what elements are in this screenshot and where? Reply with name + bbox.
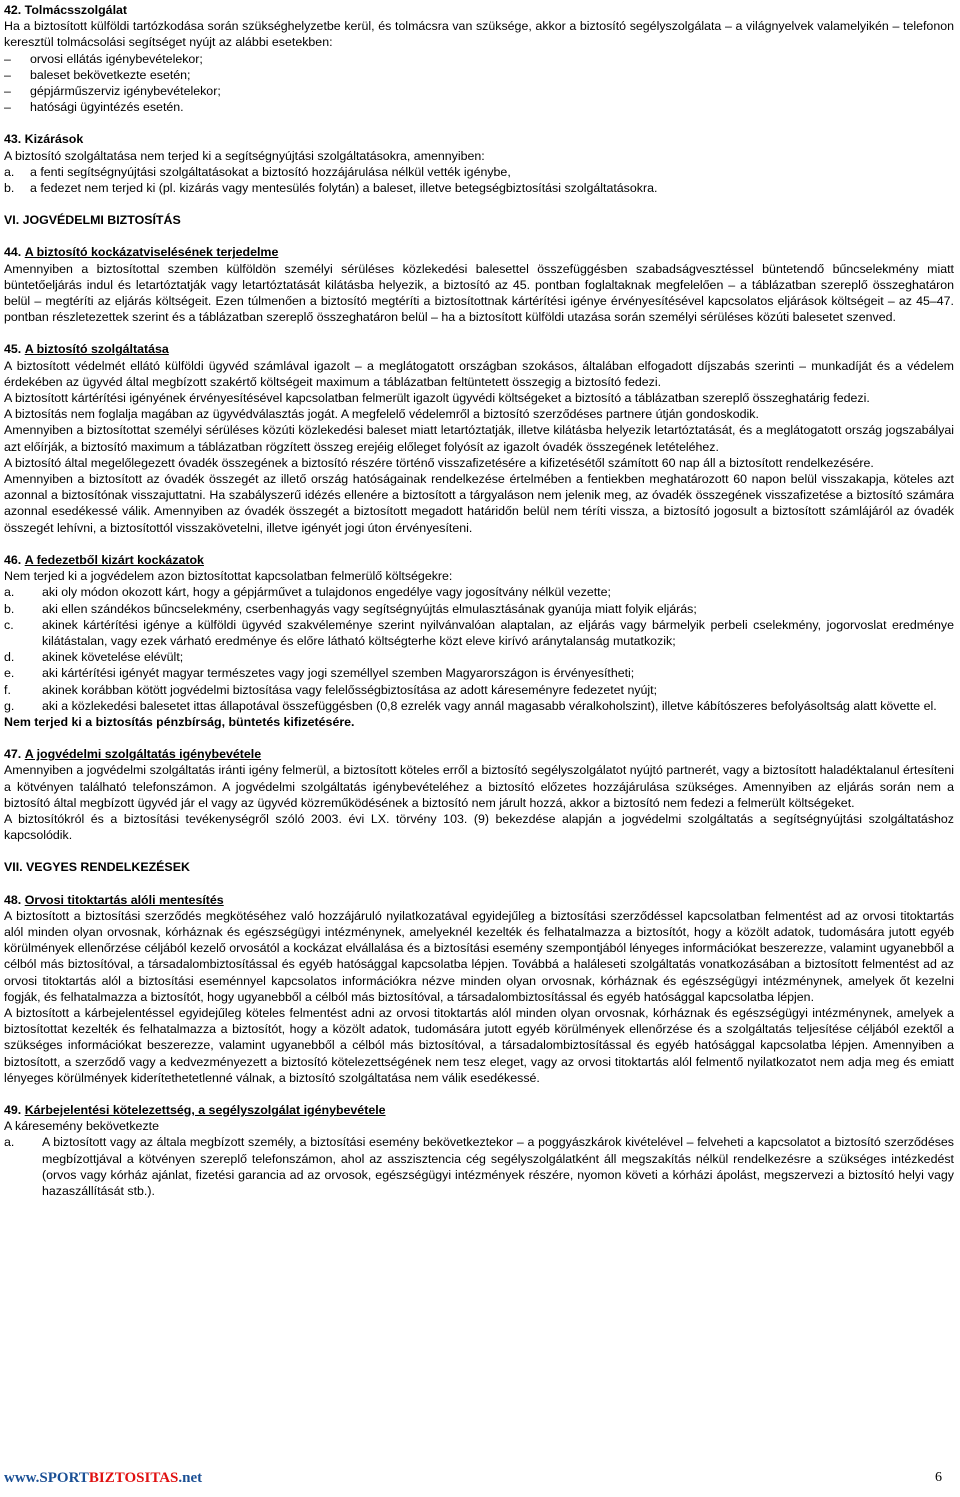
section-44-body: Amennyiben a biztosítottal szemben külföldön személyi sérüléses közlekedési balesettel összefüggésben szabadságvesztéssel büntetendő bűncselekmény miatt büntetőeljárás indul és letartóztatják vagy letartóztatását kilátásba helyezik, a biztosító az 45. pontban foglaltaknak megfelelően – a táblázatban szereplő összeghatáron belül – megtéríti az eljárás költségeit. Ezen túlmenően a biztosító megtéríti a biztosítottnak kártérítési igénye érvényesítésével kapcsolatos eljárások költségeit – az 45–47. pontban részletezettek szerint és a táblázatban szereplő összeghatáron belül – ha a biztosított külföldi utazása során személyi sérüléses közúti balesetet szenved.: [4, 261, 954, 325]
list-item: d. akinek követelése elévült;: [4, 650, 184, 665]
list-item: – baleset bekövetkezte esetén;: [4, 67, 191, 82]
list-item: – hatósági ügyintézés esetén.: [4, 100, 184, 115]
section-42-list: [4, 51, 954, 116]
paragraph: A biztosító által megelőlegezett óvadék összegének a biztosító részére történő visszafizetésére a kifizetésétől számított 60 nap áll a biztosított rendelkezésére.: [4, 455, 874, 470]
section-44-title: 44. A biztosító kockázatviselésének terjedelme: [4, 245, 279, 260]
section-47-title: 47. A jogvédelmi szolgáltatás igénybevétele: [4, 747, 262, 762]
list-item: – orvosi ellátás igénybevételekor;: [4, 51, 203, 66]
website-link[interactable]: www.SPORTBIZTOSITAS.net: [4, 1470, 203, 1486]
section-49-title: 49. Kárbejelentési kötelezettség, a segélyszolgálat igénybevétele: [4, 1102, 386, 1117]
list-item: a. a fenti segítségnyújtási szolgáltatásokat a biztosító hozzájárulása nélkül vették igénybe,: [4, 164, 511, 179]
paragraph: Amennyiben a biztosítottat személyi sérüléses közúti közlekedési baleset miatt letartóztatják, illetve kilátásba helyezik letartóztatását, és a meglátogatott ország jogszabályai azt előírják, a biztosító maximum a táblázatban rögzített összeg erejéig előleget folyósít az igazolt óvadék összegének letételéhez.: [4, 423, 954, 454]
section-48-title: 48. Orvosi titoktartás alóli mentesítés: [4, 892, 224, 907]
part-6-heading: VI. JOGVÉDELMI BIZTOSÍTÁS: [4, 213, 181, 228]
list-item: g. aki a közlekedési balesetet ittas állapotával összefüggésben (0,8 ezrelék vagy annál magasabb véralkoholszint), illetve kábítószeres befolyásoltság alatt követte el.: [4, 698, 937, 713]
paragraph: A biztosítás nem foglalja magában az ügyvédválasztás jogát. A megfelelő védelemről a biztosító szerződéses partnere útján gondoskodik.: [4, 407, 759, 422]
section-42-title: 42. Tolmácsszolgálat: [4, 3, 128, 17]
section-42-intro: Ha a biztosított külföldi tartózkodása során szükséghelyzetbe kerül, és tolmácsra van szüksége, akkor a biztosító segélyszolgálata – a világnyelvek valamelyikén – telefonon keresztül tolmácsolási segítséget nyújt az alábbi esetekben:: [4, 19, 954, 50]
section-46-intro: Nem terjed ki a jogvédelem azon biztosítottat kapcsolatban felmerülő költségekre:: [4, 569, 453, 584]
list-item: b. aki ellen szándékos bűncselekmény, cserbenhagyás vagy segítségnyújtás elmulasztásának gyanúja miatt folyik eljárás;: [4, 601, 697, 616]
list-item: e. aki kártérítési igényét magyar természetes vagy jogi személlyel szemben Magyarországon is érvényesítheti;: [4, 666, 635, 681]
page-footer: [4, 1470, 942, 1486]
list-item: a. aki oly módon okozott kárt, hogy a gépjárművet a tulajdonos engedélye vagy jogosítvány nélkül vezette;: [4, 585, 611, 600]
paragraph: A biztosított védelmét ellátó külföldi ügyvéd számlával igazolt – a meglátogatott országban szokásos, általában elfogadott díjszabás szerinti – munkadíját és a védelem érdekében az ügyvéd által megbízott szakértő költségeit maximum a táblázatban feltüntetett összegig a biztosító fedezi.: [4, 358, 954, 389]
section-43-title: 43. Kizárások: [4, 132, 84, 147]
page-number: 6: [935, 1470, 942, 1485]
list-item: c. akinek kártérítési igénye a külföldi ügyvéd szakvéleménye szerint nyilvánvalóan alaptalan, az eljárás vagy bármelyik perbeli cselekmény, jogorvoslat eredménye kilátástalan, vagy ezek várható eredménye és előre látható költségterhe közt eleve kirívó aránytalanság mutatkozik;: [4, 617, 954, 648]
document-page: [4, 0, 954, 1199]
paragraph: A biztosított a kárbejelentéssel egyidejűleg köteles felmentést adni az orvosi titoktartás alól minden olyan orvosnak, kórháznak és egészségügyi intézménynek, amelyek a biztosítottat kezelték és felhatalmazza a biztosítót, hogy a közölt adatok, tudomására jutott egyéb körülmények ellenőrzése és a szolgáltatás teljesítése céljából ezektől a szükséges információkat beszerezze, valamint ugyanebből a célból más biztosítóval, a társadalombiztosítással és egyéb hatósággal kapcsolatba lépjen. Amennyiben a biztosított, a szerződő vagy a kedvezményezett a biztosító kötelezettségének nem tesz eleget, vagy az orvosi titoktartás alól felmentő nyilatkozatot nem adja meg és emiatt lényeges körülmények kiderítethetetlenné válnak, a biztosító szolgáltatása nem válik esedékessé.: [4, 1005, 954, 1085]
paragraph: Amennyiben a biztosított az óvadék összegét az illető ország hatóságainak rendelkezése értelmében a fentiekben meghatározott 60 napon belül visszakapja, köteles azt azonnal a biztosítónak visszajuttatni. Ha szabályszerű idézés ellenére a biztosított a tárgyaláson nem jelenik meg, az óvadék összegének visszafizetése a biztosító számára azonnal esedékessé válik. Amennyiben az óvadék összegét a biztosított megadott határidőn belül nem téríti vissza, a biztosító jogosult a biztosított számlájáról az óvadék összegét lehívni, a biztosítottól visszakövetelni, illetve igényét jogi úton érvényesíteni.: [4, 472, 954, 535]
paragraph: Amennyiben a jogvédelmi szolgáltatás iránti igény felmerül, a biztosított köteles erről a biztosító segélyszolgálatot nyújtó partnerét, vagy a biztosított haladéktalanul értesíteni a kötvényen található telefonszámon. A jogvédelmi szolgáltatás igénybevételéhez a biztosító előzetes hozzájárulása szükséges. Amennyiben az eljárás során nem a biztosító által megbízott ügyvéd jár el vagy az ügyvéd közreműködésének a biztosító nem járult hozzá, akkor a biztosító nem fedezi a felmerült költségeket.: [4, 763, 954, 810]
section-46-closing: Nem terjed ki a biztosítás pénzbírság, büntetés kifizetésére.: [4, 714, 355, 729]
list-item: – gépjárműszerviz igénybevételekor;: [4, 84, 221, 99]
list-item: f. akinek korábban kötött jogvédelmi biztosítása vagy felelősségbiztosítása az adott káreseményre fedezetet nyújt;: [4, 682, 658, 697]
list-item: a. A biztosított vagy az általa megbízott személy, a biztosítási esemény bekövetkeztekor – a poggyászkárok kivételével – felveheti a kapcsolatot a biztosító szerződéses megbízottjával a kötvényen szereplő telefonszámon, ahol az asszisztencia cég segélyszolgálatként áll megszakítás nélkül rendelkezésre a szükséges intézkedést (orvos vagy kórház ajánlat, fizetési garancia ad az orvosok, egészségügyi intézmények részére, nyomon követi a kórházi ápolást, megszervezi a biztosító helyi vagy hazaszállítását stb.).: [4, 1135, 954, 1198]
list-item: b. a fedezet nem terjed ki (pl. kizárás vagy mentesülés folytán) a baleset, illetve betegségbiztosítási szolgáltatásokra.: [4, 181, 658, 196]
section-43-intro: A biztosító szolgáltatása nem terjed ki a segítségnyújtási szolgáltatásokra, amennyiben:: [4, 148, 485, 163]
paragraph: A biztosított kártérítési igényének érvényesítésével kapcsolatban felmerült igazolt ügyvédi költségeket a biztosító a táblázatban szereplő összeghatárig fedezi.: [4, 391, 870, 406]
paragraph: A biztosított a biztosítási szerződés megkötéséhez való hozzájáruló nyilatkozatával egyidejűleg a biztosítási szerződéssel kapcsolatban felmentést ad az orvosi titoktartás alól minden olyan orvosnak, kórháznak és egészségügyi intézménynek, amelyeknél kezelték és felhatalmazza a biztosítót, hogy a közölt adatok, tudomására jutott egyéb körülmények ellenőrzése céljából kezelő orvosától a kockázat elvállalása és a biztosítási esemény szempontjából lényeges információkat beszerezze, valamint ugyanebből a célból más biztosítóval, a társadalombiztosítással és egyéb hatósággal kapcsolatba lépjen. Továbbá a haláleseti szolgáltatás vonatkozásában a biztosított felmentést ad az orvosi titoktartás alól a biztosítási eseménnyel kapcsolatos információkra nézve minden olyan orvosnak, kórháznak és egészségügyi intézménynek, amelyek őt kezelni fogják, és felhatalmazza a biztosítót, hogy ugyanebből a célból más biztosítóval, a társadalombiztosítással és egyéb hatósággal kapcsolatba lépjen.: [4, 908, 954, 1004]
section-45-title: 45. A biztosító szolgáltatása: [4, 342, 169, 357]
paragraph: A biztosítókról és a biztosítási tevékenységről szóló 2003. évi LX. törvény 103. (9) bekezdése alapján a jogvédelmi szolgáltatás a segítségnyújtási szolgáltatáshoz kapcsolódik.: [4, 811, 954, 843]
section-49-subtitle: A káresemény bekövetkezte: [4, 1119, 159, 1134]
part-7-heading: VII. VEGYES RENDELKEZÉSEK: [4, 860, 190, 875]
section-46-title: 46. A fedezetből kizárt kockázatok: [4, 552, 204, 567]
